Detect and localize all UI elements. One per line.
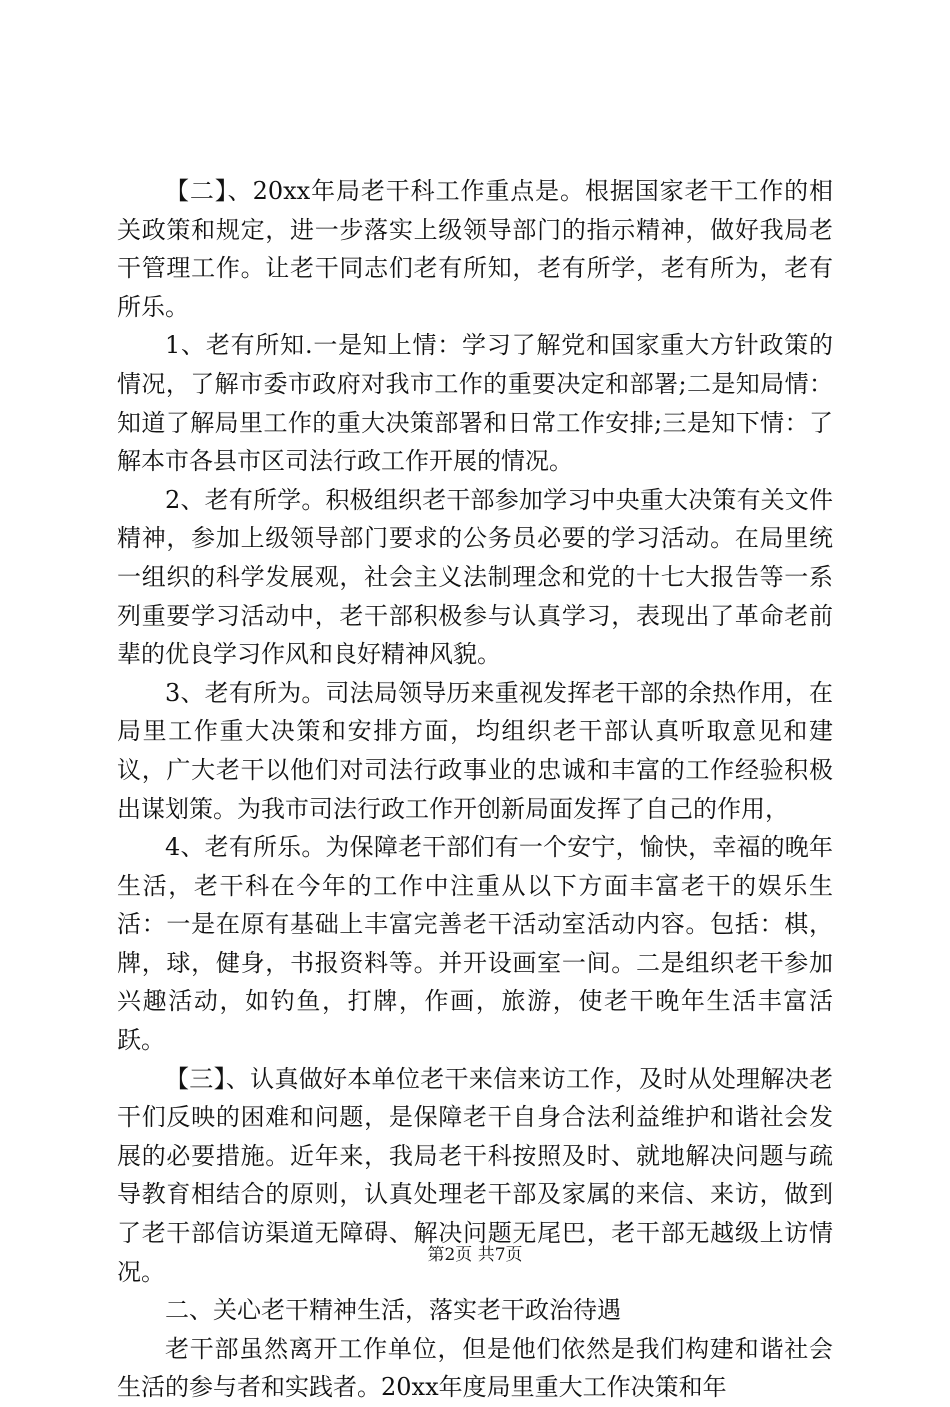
- document-body: [117, 172, 833, 1407]
- paragraph: 4、老有所乐。为保障老干部们有一个安宁，愉快，幸福的晚年生活，老干科在今年的工作中注重从以下方面丰富老干的娱乐生活：一是在原有基础上丰富完善老干活动室活动内容。包括：棋，牌，球，健身，书报资料等。并开设画室一间。二是组织老干参加兴趣活动，如钓鱼，打牌，作画，旅游，使老干晚年生活丰富活跃。: [117, 833, 833, 1055]
- paragraph: 2、老有所学。积极组织老干部参加学习中央重大决策有关文件精神，参加上级领导部门要求的公务员必要的学习活动。在局里统一组织的科学发展观，社会主义法制理念和党的十七大报告等一系列重要学习活动中，老干部积极参与认真学习，表现出了革命老前辈的优良学习作风和良好精神风貌。: [117, 485, 833, 669]
- section-heading: 二、关心老干精神生活，落实老干政治待遇: [165, 1296, 621, 1325]
- paragraph: 1、老有所知.一是知上情：学习了解党和国家重大方针政策的情况，了解市委市政府对我市工作的重要决定和部署;二是知局情：知道了解局里工作的重大决策部署和日常工作安排;三是知下情：了解本市各县市区司法行政工作开展的情况。: [117, 331, 833, 476]
- paragraph: 【三】、认真做好本单位老干来信来访工作，及时从处理解决老干们反映的困难和问题，是保障老干自身合法利益维护和谐社会发展的必要措施。近年来，我局老干科按照及时、就地解决问题与疏导教育相结合的原则，认真处理老干部及家属的来信、来访，做到了老干部信访渠道无障碍、解决问题无尾巴，老干部无越级上访情况。: [117, 1064, 833, 1286]
- page-number-footer: 第2页 共7页: [427, 1245, 523, 1265]
- paragraph: 3、老有所为。司法局领导历来重视发挥老干部的余热作用，在局里工作重大决策和安排方面，均组织老干部认真听取意见和建议，广大老干以他们对司法行政事业的忠诚和丰富的工作经验积极出谋划策。为我市司法行政工作开创新局面发挥了自己的作用，: [117, 678, 833, 823]
- paragraph: 【二】、20xx年局老干科工作重点是。根据国家老干工作的相关政策和规定，进一步落实上级领导部门的指示精神，做好我局老干管理工作。让老干同志们老有所知，老有所学，老有所为，老有所乐。: [117, 177, 833, 321]
- paragraph: 老干部虽然离开工作单位，但是他们依然是我们构建和谐社会生活的参与者和实践者。20xx年度局里重大工作决策和年: [117, 1334, 833, 1402]
